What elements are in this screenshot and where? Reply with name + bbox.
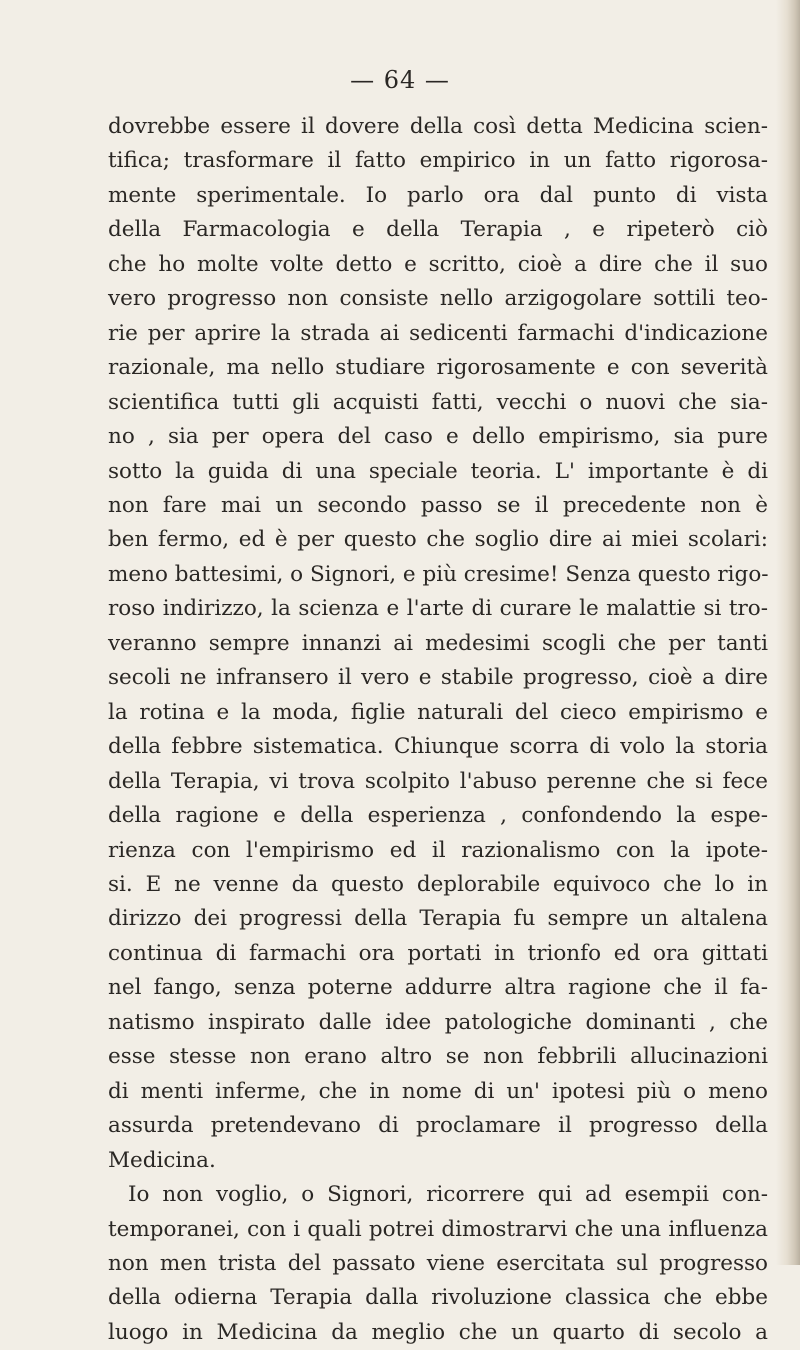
text-line: non fare mai un secondo passo se il precedente non è — [108, 492, 768, 518]
page-number: — 64 — — [350, 66, 450, 94]
text-line: esse stesse non erano altro se non febbrili allucinazioni — [108, 1044, 768, 1070]
text-line: della Terapia, vi trova scolpito l'abuso perenne che si fece — [108, 768, 768, 794]
text-line: Io non voglio, o Signori, ricorrere qui ad esempii con- — [128, 1182, 768, 1208]
text-line: della odierna Terapia dalla rivoluzione classica che ebbe — [108, 1285, 768, 1311]
text-line: Medicina. — [108, 1147, 216, 1173]
text-line: veranno sempre innanzi ai medesimi scogli che per tanti — [108, 630, 768, 656]
text-line: di menti inferme, che in nome di un' ipotesi più o meno — [108, 1078, 768, 1104]
text-line: scientifica tutti gli acquisti fatti, vecchi o nuovi che sia- — [108, 389, 768, 415]
text-line: no , sia per opera del caso e dello empirismo, sia pure — [108, 424, 768, 450]
text-line: nel fango, senza poterne addurre altra ragione che il fa- — [108, 975, 768, 1001]
text-line: natismo inspirato dalle idee patologiche dominanti , che — [108, 1009, 768, 1035]
text-line: sotto la guida di una speciale teoria. L' importante è di — [108, 458, 768, 484]
text-line: della ragione e della esperienza , confondendo la espe- — [108, 803, 768, 829]
text-line: si. E ne venne da questo deplorabile equivoco che lo in — [108, 871, 768, 897]
text-line: non men trista del passato viene esercitata sul progresso — [108, 1250, 768, 1276]
text-line: temporanei, con i quali potrei dimostrarvi che una influenza — [108, 1216, 768, 1242]
text-line: razionale, ma nello studiare rigorosamente e con severità — [108, 355, 768, 381]
body-text — [108, 110, 768, 1350]
text-line: meno battesimi, o Signori, e più cresime! Senza questo rigo- — [108, 561, 769, 587]
text-line: vero progresso non consiste nello arzigogolare sottili teo- — [108, 286, 768, 312]
text-line: assurda pretendevano di proclamare il progresso della — [108, 1113, 768, 1139]
text-line: della febbre sistematica. Chiunque scorra di volo la storia — [108, 734, 768, 760]
text-line: luogo in Medicina da meglio che un quarto di secolo a — [108, 1319, 768, 1345]
page-edge-shadow — [776, 0, 800, 1265]
text-line: che ho molte volte detto e scritto, cioè a dire che il suo — [108, 251, 768, 277]
text-line: della Farmacologia e della Terapia , e ripeterò ciò — [108, 217, 768, 243]
text-line: roso indirizzo, la scienza e l'arte di curare le malattie si tro- — [108, 596, 768, 622]
text-line: secoli ne infransero il vero e stabile progresso, cioè a dire — [108, 665, 768, 691]
text-line: ben fermo, ed è per questo che soglio dire ai miei scolari: — [108, 527, 768, 553]
text-line: mente sperimentale. Io parlo ora dal punto di vista — [108, 182, 768, 208]
text-line: dirizzo dei progressi della Terapia fu sempre un altalena — [108, 906, 768, 932]
text-line: rie per aprire la strada ai sedicenti farmachi d'indicazione — [108, 320, 768, 346]
text-line: la rotina e la moda, figlie naturali del cieco empirismo e — [108, 699, 768, 725]
text-line: dovrebbe essere il dovere della così detta Medicina scien- — [108, 114, 768, 139]
text-line: tifica; trasformare il fatto empirico in un fatto rigorosa- — [108, 148, 768, 174]
text-line: rienza con l'empirismo ed il razionalismo con la ipote- — [108, 837, 768, 863]
text-line: continua di farmachi ora portati in trionfo ed ora gittati — [108, 940, 768, 966]
